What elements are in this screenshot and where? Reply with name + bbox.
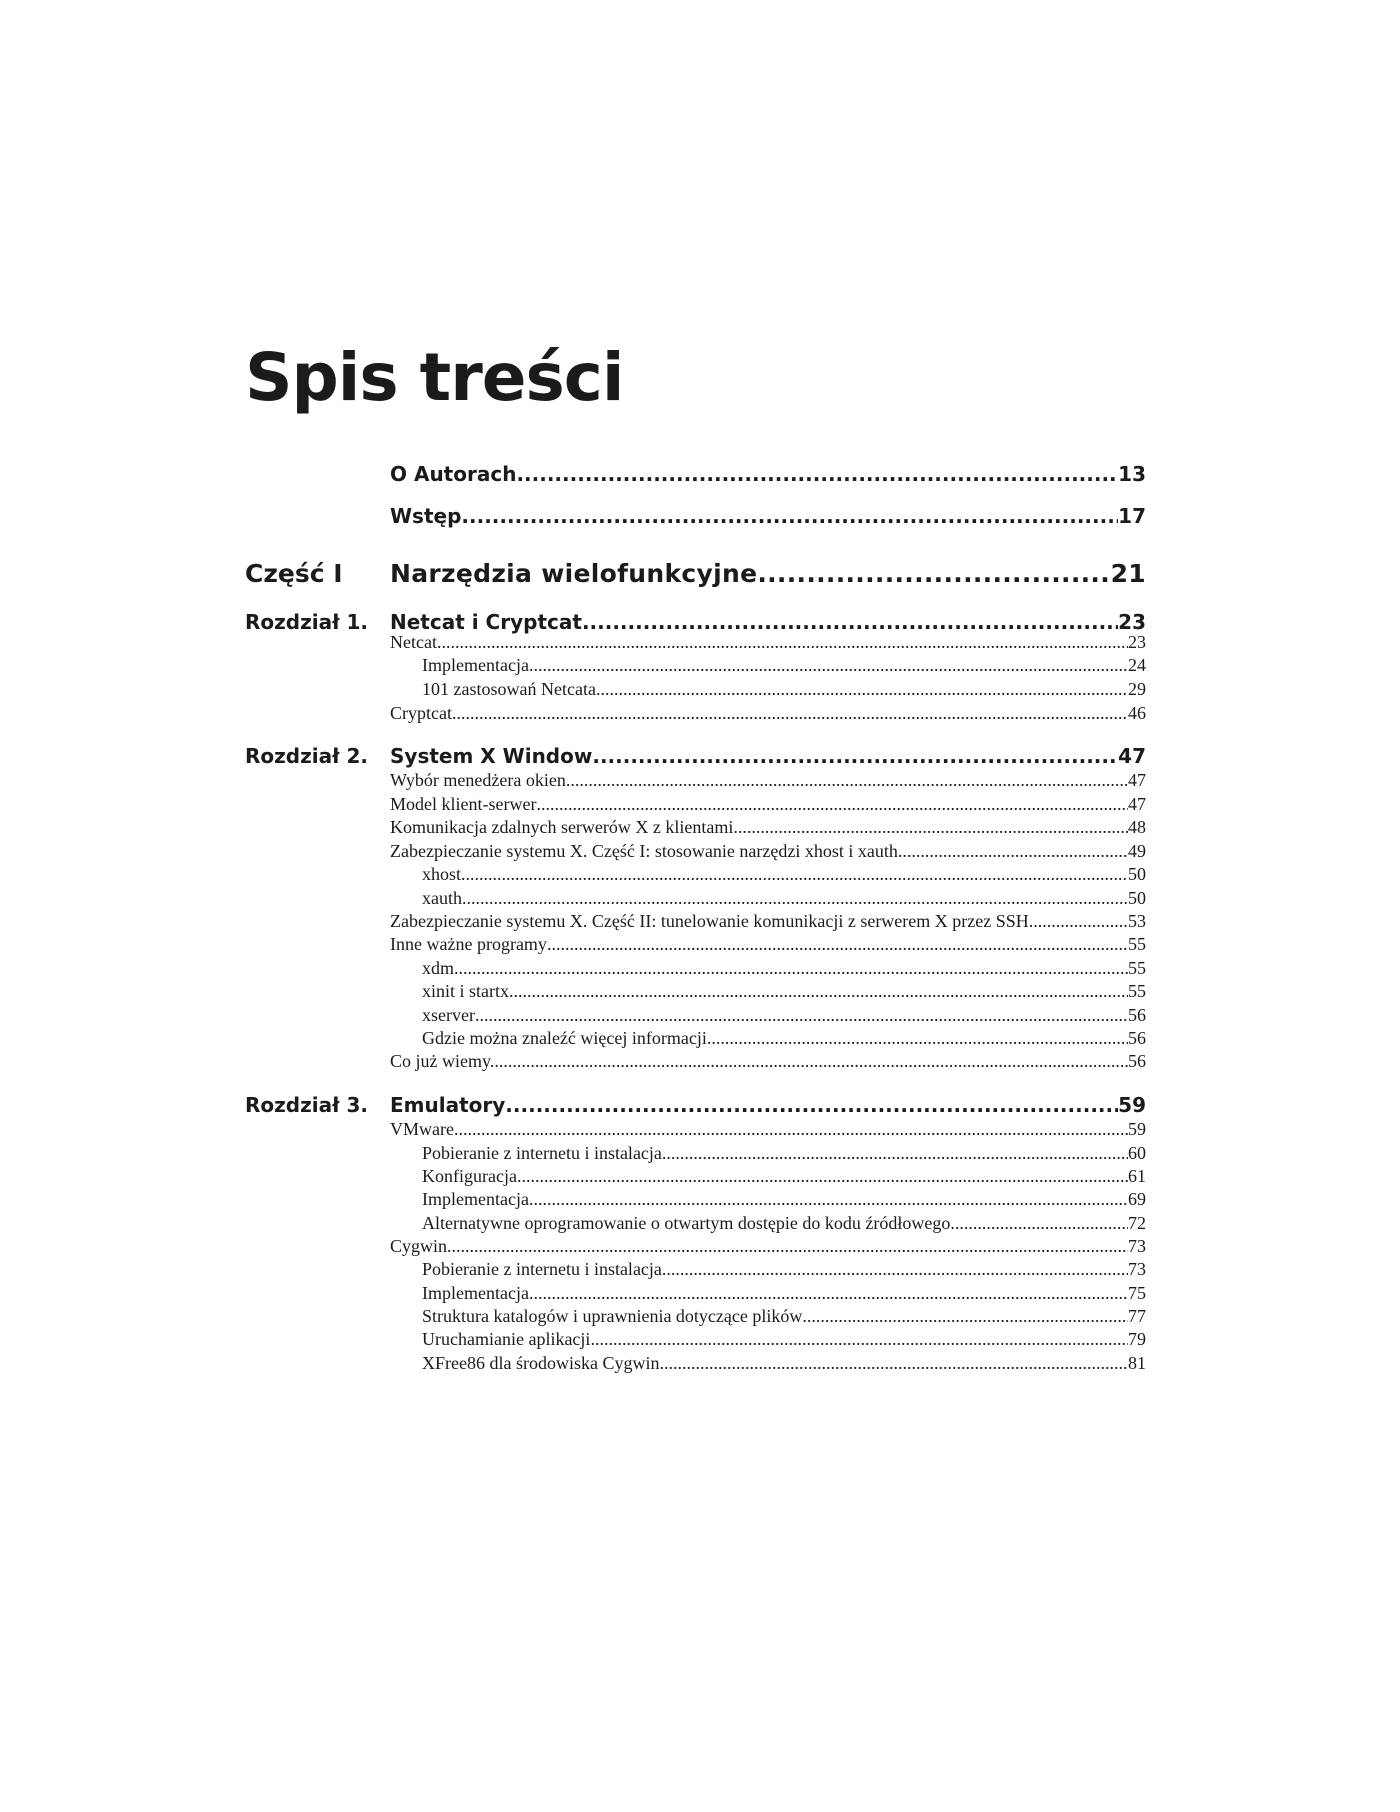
- toc-entry-line: [422, 1328, 1146, 1351]
- entry-title: Komunikacja zdalnych serwerów X z klientami: [390, 817, 734, 837]
- page-number: 69: [1128, 1189, 1146, 1209]
- entry-title: 101 zastosowań Netcata: [422, 679, 596, 699]
- entry-title: Netcat: [390, 632, 437, 652]
- dot-leader: [757, 557, 1110, 591]
- toc-entry-line: [422, 1165, 1146, 1188]
- entry-title: xinit i startx: [422, 981, 509, 1001]
- page-number: 23: [1118, 610, 1146, 634]
- page-number: 73: [1128, 1259, 1146, 1279]
- page-number: 60: [1128, 1143, 1146, 1163]
- entry-title: Cryptcat: [390, 703, 452, 723]
- dot-leader: [447, 1235, 1128, 1258]
- dot-leader: [454, 1118, 1128, 1141]
- entry-title: Netcat i Cryptcat: [390, 610, 582, 634]
- toc-entry-line: [390, 557, 1146, 591]
- chapter-label: Rozdział 3.: [245, 1093, 368, 1117]
- entry-title: Model klient-serwer: [390, 794, 537, 814]
- dot-leader: [662, 1142, 1128, 1165]
- toc-entry-line: [390, 816, 1146, 839]
- page-number: 77: [1128, 1306, 1146, 1326]
- toc-entry-line: [390, 742, 1146, 770]
- toc-entry-line: [422, 654, 1146, 677]
- entry-title: Emulatory: [390, 1093, 506, 1117]
- page-number: 59: [1128, 1119, 1146, 1139]
- entry-title: Zabezpieczanie systemu X. Część II: tunelowanie komunikacji z serwerem X przez SSH: [390, 911, 1029, 931]
- toc-entry-line: [422, 863, 1146, 886]
- toc-entry-line: [422, 1004, 1146, 1027]
- toc-entry-line: [422, 1352, 1146, 1375]
- page-number: 56: [1128, 1051, 1146, 1071]
- dot-leader: [529, 654, 1128, 677]
- toc-entry-line: [390, 910, 1146, 933]
- toc-entry-line: [422, 957, 1146, 980]
- dot-leader: [452, 702, 1128, 725]
- toc-entry-line: [422, 1212, 1146, 1235]
- dot-leader: [509, 980, 1128, 1003]
- page-number: 50: [1128, 864, 1146, 884]
- dot-leader: [662, 1258, 1128, 1281]
- entry-title: Konfiguracja: [422, 1166, 517, 1186]
- entry-title: Narzędzia wielofunkcyjne: [390, 559, 758, 588]
- dot-leader: [503, 1050, 1128, 1073]
- dot-leader: [516, 460, 1118, 488]
- entry-title: Implementacja: [422, 655, 529, 675]
- page-number: 47: [1128, 770, 1146, 790]
- entry-title: Uruchamianie aplikacji: [422, 1329, 591, 1349]
- dot-leader: [592, 742, 1118, 770]
- page-number: 59: [1118, 1093, 1146, 1117]
- entry-title: Zabezpieczanie systemu X. Część I: stosowanie narzędzi xhost i xauth: [390, 841, 898, 861]
- toc-entry-line: [390, 840, 1146, 863]
- toc-entry-line: [390, 631, 1146, 654]
- dot-leader: [529, 1282, 1128, 1305]
- toc-entry-line: [390, 460, 1146, 488]
- page-title: Spis treści: [245, 339, 624, 416]
- entry-title: System X Window: [390, 744, 593, 768]
- dot-leader: [898, 840, 1128, 863]
- chapter-label: Rozdział 1.: [245, 610, 368, 634]
- dot-leader: [475, 1004, 1128, 1027]
- dot-leader: [437, 631, 1128, 654]
- entry-title: xauth: [422, 888, 462, 908]
- toc-entry-line: [390, 1118, 1146, 1141]
- dot-leader: [505, 1091, 1118, 1119]
- page-number: 61: [1128, 1166, 1146, 1186]
- toc-entry-line: [390, 702, 1146, 725]
- dot-leader: [461, 502, 1118, 530]
- dot-leader: [707, 1027, 1128, 1050]
- toc-entry-line: [390, 933, 1146, 956]
- page-number: 81: [1128, 1353, 1146, 1373]
- page-number: 47: [1128, 794, 1146, 814]
- page-number: 50: [1128, 888, 1146, 908]
- entry-title: Gdzie można znaleźć więcej informacji: [422, 1028, 707, 1048]
- part-label: Część I: [245, 559, 343, 588]
- dot-leader: [547, 933, 1128, 956]
- toc-entry-line: [422, 1282, 1146, 1305]
- entry-title: Co już wiemy...: [390, 1051, 504, 1071]
- page-number: 48: [1128, 817, 1146, 837]
- page-number: 53: [1128, 911, 1146, 931]
- toc-entry-line: [422, 678, 1146, 701]
- dot-leader: [659, 1352, 1128, 1375]
- dot-leader: [461, 863, 1128, 886]
- dot-leader: [454, 957, 1128, 980]
- dot-leader: [517, 1165, 1128, 1188]
- entry-title: XFree86 dla środowiska Cygwin: [422, 1353, 660, 1373]
- dot-leader: [536, 793, 1128, 816]
- toc-entry-line: [422, 1188, 1146, 1211]
- entry-title: O Autorach: [390, 462, 517, 486]
- toc-entry-line: [390, 793, 1146, 816]
- entry-title: VMware: [390, 1119, 454, 1139]
- dot-leader: [590, 1328, 1128, 1351]
- entry-title: Struktura katalogów i uprawnienia dotyczące plików: [422, 1306, 803, 1326]
- toc-entry-line: [390, 769, 1146, 792]
- page-number: 29: [1128, 679, 1146, 699]
- dot-leader: [462, 887, 1128, 910]
- toc-entry-line: [390, 1050, 1146, 1073]
- toc-entry-line: [422, 1027, 1146, 1050]
- chapter-label: Rozdział 2.: [245, 744, 368, 768]
- dot-leader: [802, 1305, 1128, 1328]
- entry-title: Wstęp: [390, 504, 462, 528]
- entry-title: xdm: [422, 958, 455, 978]
- page-number: 55: [1128, 958, 1146, 978]
- dot-leader: [529, 1188, 1128, 1211]
- dot-leader: [596, 678, 1128, 701]
- entry-title: Wybór menedżera okien: [390, 770, 566, 790]
- toc-entry-line: [422, 887, 1146, 910]
- entry-title: Cygwin: [390, 1236, 448, 1256]
- page-number: 55: [1128, 981, 1146, 1001]
- toc-entry-line: [422, 1258, 1146, 1281]
- dot-leader: [1029, 910, 1128, 933]
- page-number: 55: [1128, 934, 1146, 954]
- toc-entry-line: [422, 980, 1146, 1003]
- toc-entry-line: [390, 1091, 1146, 1119]
- entry-title: Pobieranie z internetu i instalacja: [422, 1259, 662, 1279]
- page-number: 23: [1128, 632, 1146, 652]
- entry-title: Alternatywne oprogramowanie o otwartym dostępie do kodu źródłowego: [422, 1213, 951, 1233]
- dot-leader: [733, 816, 1128, 839]
- page-number: 46: [1128, 703, 1146, 723]
- toc-entry-line: [422, 1142, 1146, 1165]
- page-number: 79: [1128, 1329, 1146, 1349]
- entry-title: Implementacja: [422, 1189, 529, 1209]
- entry-title: Implementacja: [422, 1283, 529, 1303]
- dot-leader: [950, 1212, 1128, 1235]
- page-number: 56: [1128, 1028, 1146, 1048]
- toc-entry-line: [422, 1305, 1146, 1328]
- toc-entry-line: [390, 1235, 1146, 1258]
- page-number: 47: [1118, 744, 1146, 768]
- page-number: 73: [1128, 1236, 1146, 1256]
- page-number: 13: [1118, 462, 1146, 486]
- entry-title: xserver: [422, 1005, 475, 1025]
- entry-title: Pobieranie z internetu i instalacja: [422, 1143, 662, 1163]
- entry-title: Inne ważne programy: [390, 934, 547, 954]
- page-number: 24: [1128, 655, 1146, 675]
- dot-leader: [566, 769, 1128, 792]
- page-number: 75: [1128, 1283, 1146, 1303]
- page-number: 56: [1128, 1005, 1146, 1025]
- page-number: 21: [1110, 559, 1146, 588]
- page-number: 49: [1128, 841, 1146, 861]
- toc-entry-line: [390, 502, 1146, 530]
- page-number: 72: [1128, 1213, 1146, 1233]
- entry-title: xhost: [422, 864, 462, 884]
- page-number: 17: [1118, 504, 1146, 528]
